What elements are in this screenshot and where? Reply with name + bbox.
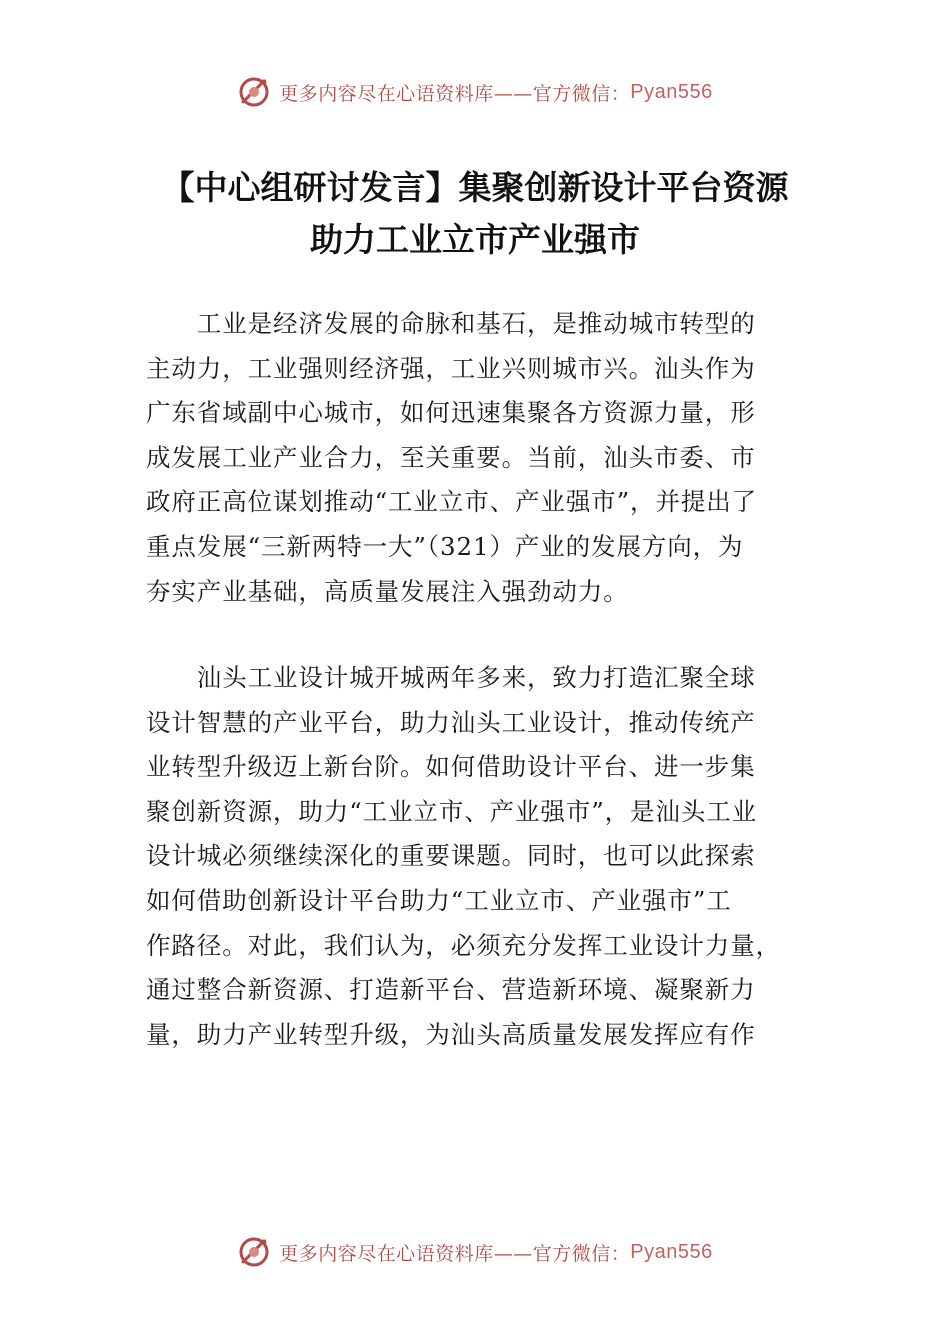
brand-logo-icon (237, 1235, 271, 1269)
paragraph-line: 作路径。对此，我们认为，必须充分发挥工业设计力量， (146, 930, 781, 960)
banner-wechat-id: Pyan556 (630, 1240, 713, 1263)
brand-logo-icon (237, 75, 271, 109)
paragraph-line: 工业是经济发展的命脉和基石，是推动城市转型的 (146, 309, 756, 338)
title-line-2: 助力工业立市产业强市 (310, 220, 640, 259)
paragraph-line: 如何借助创新设计平台助力“工业立市、产业强市”工 (146, 885, 732, 915)
paragraph-line: 通过整合新资源、打造新平台、营造新环境、凝聚新力 (146, 975, 756, 1005)
paragraph-line: 重点发展“三新两特一大”（321）产业的发展方向，为 (146, 531, 744, 561)
paragraph-line: 聚创新资源，助力“工业立市、产业强市”，是汕头工业 (146, 796, 758, 826)
paragraph-line: 量，助力产业转型升级，为汕头高质量发展发挥应有作 (146, 1019, 756, 1049)
paragraph-line: 业转型升级迈上新台阶。如何借助设计平台、进一步集 (146, 752, 756, 782)
paragraph-line: 政府正高位谋划推动“工业立市、产业强市”，并提出了 (146, 487, 758, 517)
paragraph-line: 广东省域副中心城市，如何迅速集聚各方资源力量，形 (146, 398, 756, 428)
banner-wechat-id: Pyan556 (630, 80, 713, 103)
paragraph-1 (146, 302, 806, 614)
banner-text: 更多内容尽在心语资料库——官方微信： (279, 82, 631, 105)
paragraph-2 (146, 656, 806, 1057)
footer-banner (0, 1232, 950, 1272)
paragraph-line: 夯实产业基础，高质量发展注入强劲动力。 (146, 576, 629, 606)
document-title (0, 162, 950, 266)
title-line-1: 【中心组研讨发言】集聚创新设计平台资源 (161, 168, 789, 207)
paragraph-line: 设计智慧的产业平台，助力汕头工业设计，推动传统产 (146, 707, 756, 737)
paragraph-line: 汕头工业设计城开城两年多来，致力打造汇聚全球 (146, 663, 756, 692)
paragraph-line: 主动力，工业强则经济强，工业兴则城市兴。汕头作为 (146, 353, 756, 383)
paragraph-line: 成发展工业产业合力，至关重要。当前，汕头市委、市 (146, 442, 756, 472)
header-banner (0, 72, 950, 112)
banner-text: 更多内容尽在心语资料库——官方微信： (279, 1242, 631, 1265)
paragraph-line: 设计城必须继续深化的重要课题。同时，也可以此探索 (146, 841, 756, 871)
